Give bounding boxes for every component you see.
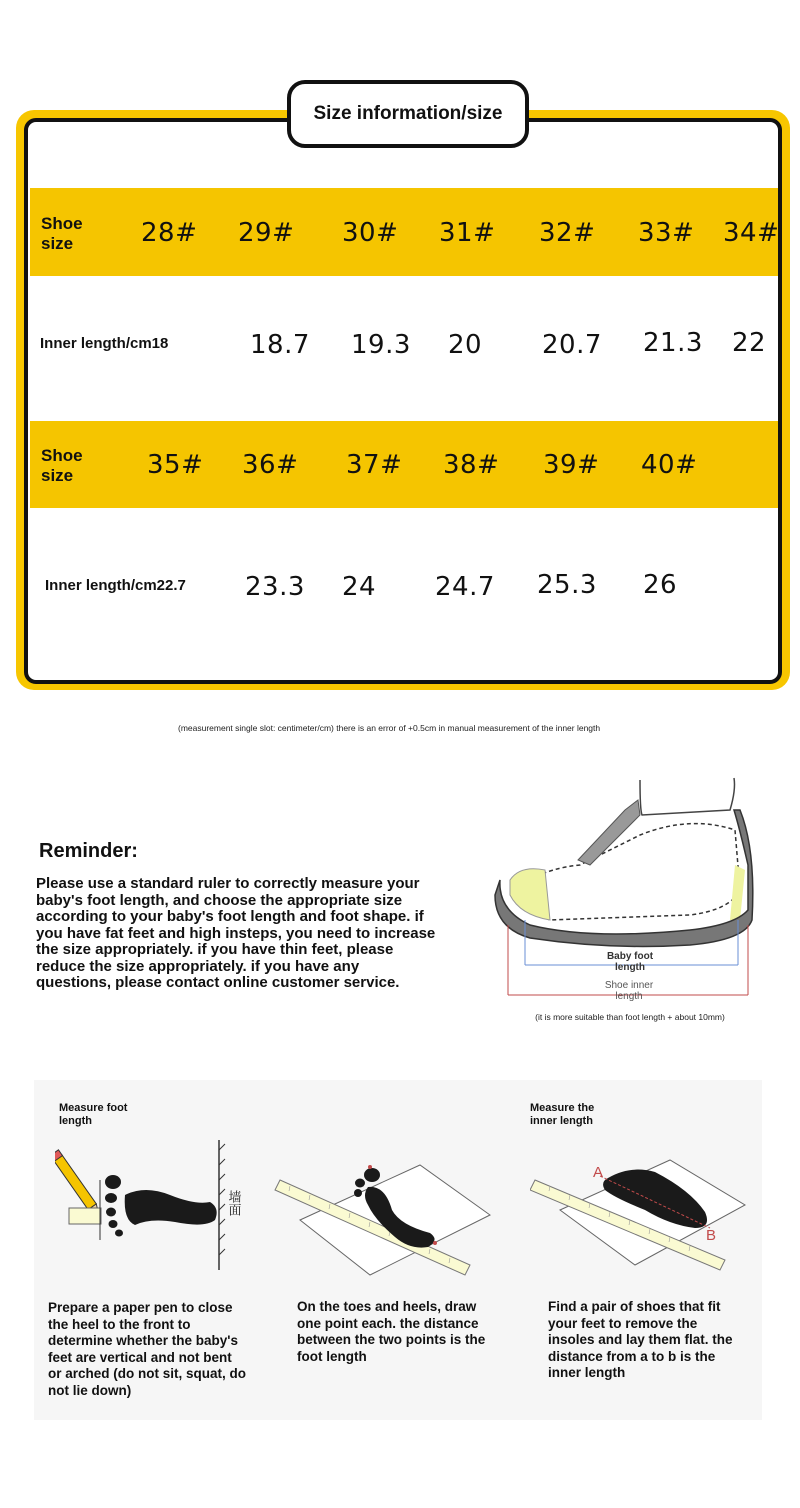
shoe-inner-length-label: Shoe inner length bbox=[604, 980, 654, 1002]
size-cell: 39# bbox=[543, 450, 600, 480]
baby-foot-length-label: Baby foot length bbox=[606, 951, 654, 973]
inner-length-label-1: Inner length/cm18 bbox=[40, 335, 169, 352]
size-cell: 28# bbox=[141, 218, 198, 248]
inner-length-cell: 23.3 bbox=[245, 572, 305, 602]
step3-instruction-text: Find a pair of shoes that fit your feet to remove the insoles and lay them flat. the distance from a to b is the inner length bbox=[548, 1299, 733, 1380]
toe-4 bbox=[109, 1220, 118, 1228]
heel-point-marker bbox=[433, 1241, 437, 1245]
toe-3 bbox=[106, 1208, 116, 1217]
insole-illustration bbox=[530, 1150, 760, 1280]
reminder-title: Reminder: bbox=[39, 840, 138, 862]
size-cell: 31# bbox=[439, 218, 496, 248]
inner-length-cell: 21.3 bbox=[643, 328, 703, 358]
size-cell: 33# bbox=[638, 218, 695, 248]
size-cell: 32# bbox=[539, 218, 596, 248]
inner-length-cell: 19.3 bbox=[351, 330, 411, 360]
toe-5 bbox=[115, 1230, 123, 1237]
inner-length-cell: 26 bbox=[643, 570, 678, 600]
inner-length-cell: 18.7 bbox=[250, 330, 310, 360]
toe-1 bbox=[364, 1168, 380, 1182]
inner-length-cell: 24.7 bbox=[435, 572, 495, 602]
size-cell: 30# bbox=[342, 218, 399, 248]
size-cell: 29# bbox=[238, 218, 295, 248]
toe-cap-shape bbox=[510, 869, 550, 920]
inner-length-label-2: Inner length/cm22.7 bbox=[45, 577, 186, 594]
step2-instruction-text: On the toes and heels, draw one point each. the distance between the two points is the foot length bbox=[297, 1299, 486, 1364]
size-cell: 36# bbox=[242, 450, 299, 480]
toe-2 bbox=[355, 1179, 365, 1188]
measure-inner-length-title: Measure the inner length bbox=[530, 1102, 595, 1127]
size-info-title: Size information/size bbox=[287, 80, 529, 148]
toe-3 bbox=[354, 1189, 362, 1197]
size-cell: 38# bbox=[443, 450, 500, 480]
step1-instruction-text: Prepare a paper pen to close the heel to the front to determine whether the baby's feet are vertical and not bent or arched (do not sit, squat, do not lie down) bbox=[48, 1300, 247, 1398]
size-cell: 35# bbox=[147, 450, 204, 480]
shoe-size-label-2: Shoe size bbox=[41, 446, 83, 485]
sock-shape bbox=[640, 778, 735, 815]
size-cell: 37# bbox=[346, 450, 403, 480]
wall-hatching bbox=[219, 1144, 225, 1255]
size-cell: 34# bbox=[723, 218, 780, 248]
point-a-label: A bbox=[593, 1164, 604, 1181]
reminder-text: Please use a standard ruler to correctly measure your baby's foot length, and choose the appropriate size according to your baby's foot length and foot shape. if you have fat feet and high insteps, you need to increase the size appropriately. if you have thin feet, please reduce the size appropriately. if you have any questions, please contact online customer service. bbox=[36, 875, 436, 991]
toe-1 bbox=[105, 1175, 121, 1189]
inner-length-cell: 20 bbox=[448, 330, 483, 360]
inner-length-cell: 22 bbox=[732, 328, 767, 358]
toe-point-marker bbox=[368, 1165, 372, 1169]
wall-label: 墙面 bbox=[225, 1190, 241, 1216]
measurement-note: (measurement single slot: centimeter/cm) there is an error of +0.5cm in manual measurement of the inner length bbox=[178, 723, 601, 733]
toe-2 bbox=[105, 1193, 117, 1203]
foot-length-illustration bbox=[55, 1140, 255, 1270]
inner-length-cell: 24 bbox=[342, 572, 377, 602]
shoe-diagram-footnote: (it is more suitable than foot length + about 10mm) bbox=[535, 1012, 725, 1022]
mark-foot-illustration bbox=[270, 1155, 500, 1285]
ruler-shape bbox=[69, 1208, 101, 1224]
inner-length-cell: 20.7 bbox=[542, 330, 602, 360]
point-b-label: B bbox=[706, 1227, 717, 1244]
measure-foot-length-title: Measure foot length bbox=[59, 1102, 128, 1127]
footprint-shape bbox=[125, 1190, 217, 1225]
baby-foot-shape bbox=[529, 824, 740, 920]
shoe-size-label-1: Shoe size bbox=[41, 214, 83, 253]
size-cell: 40# bbox=[641, 450, 698, 480]
inner-length-cell: 25.3 bbox=[537, 570, 597, 600]
shoe-diagram-illustration bbox=[490, 770, 760, 1010]
